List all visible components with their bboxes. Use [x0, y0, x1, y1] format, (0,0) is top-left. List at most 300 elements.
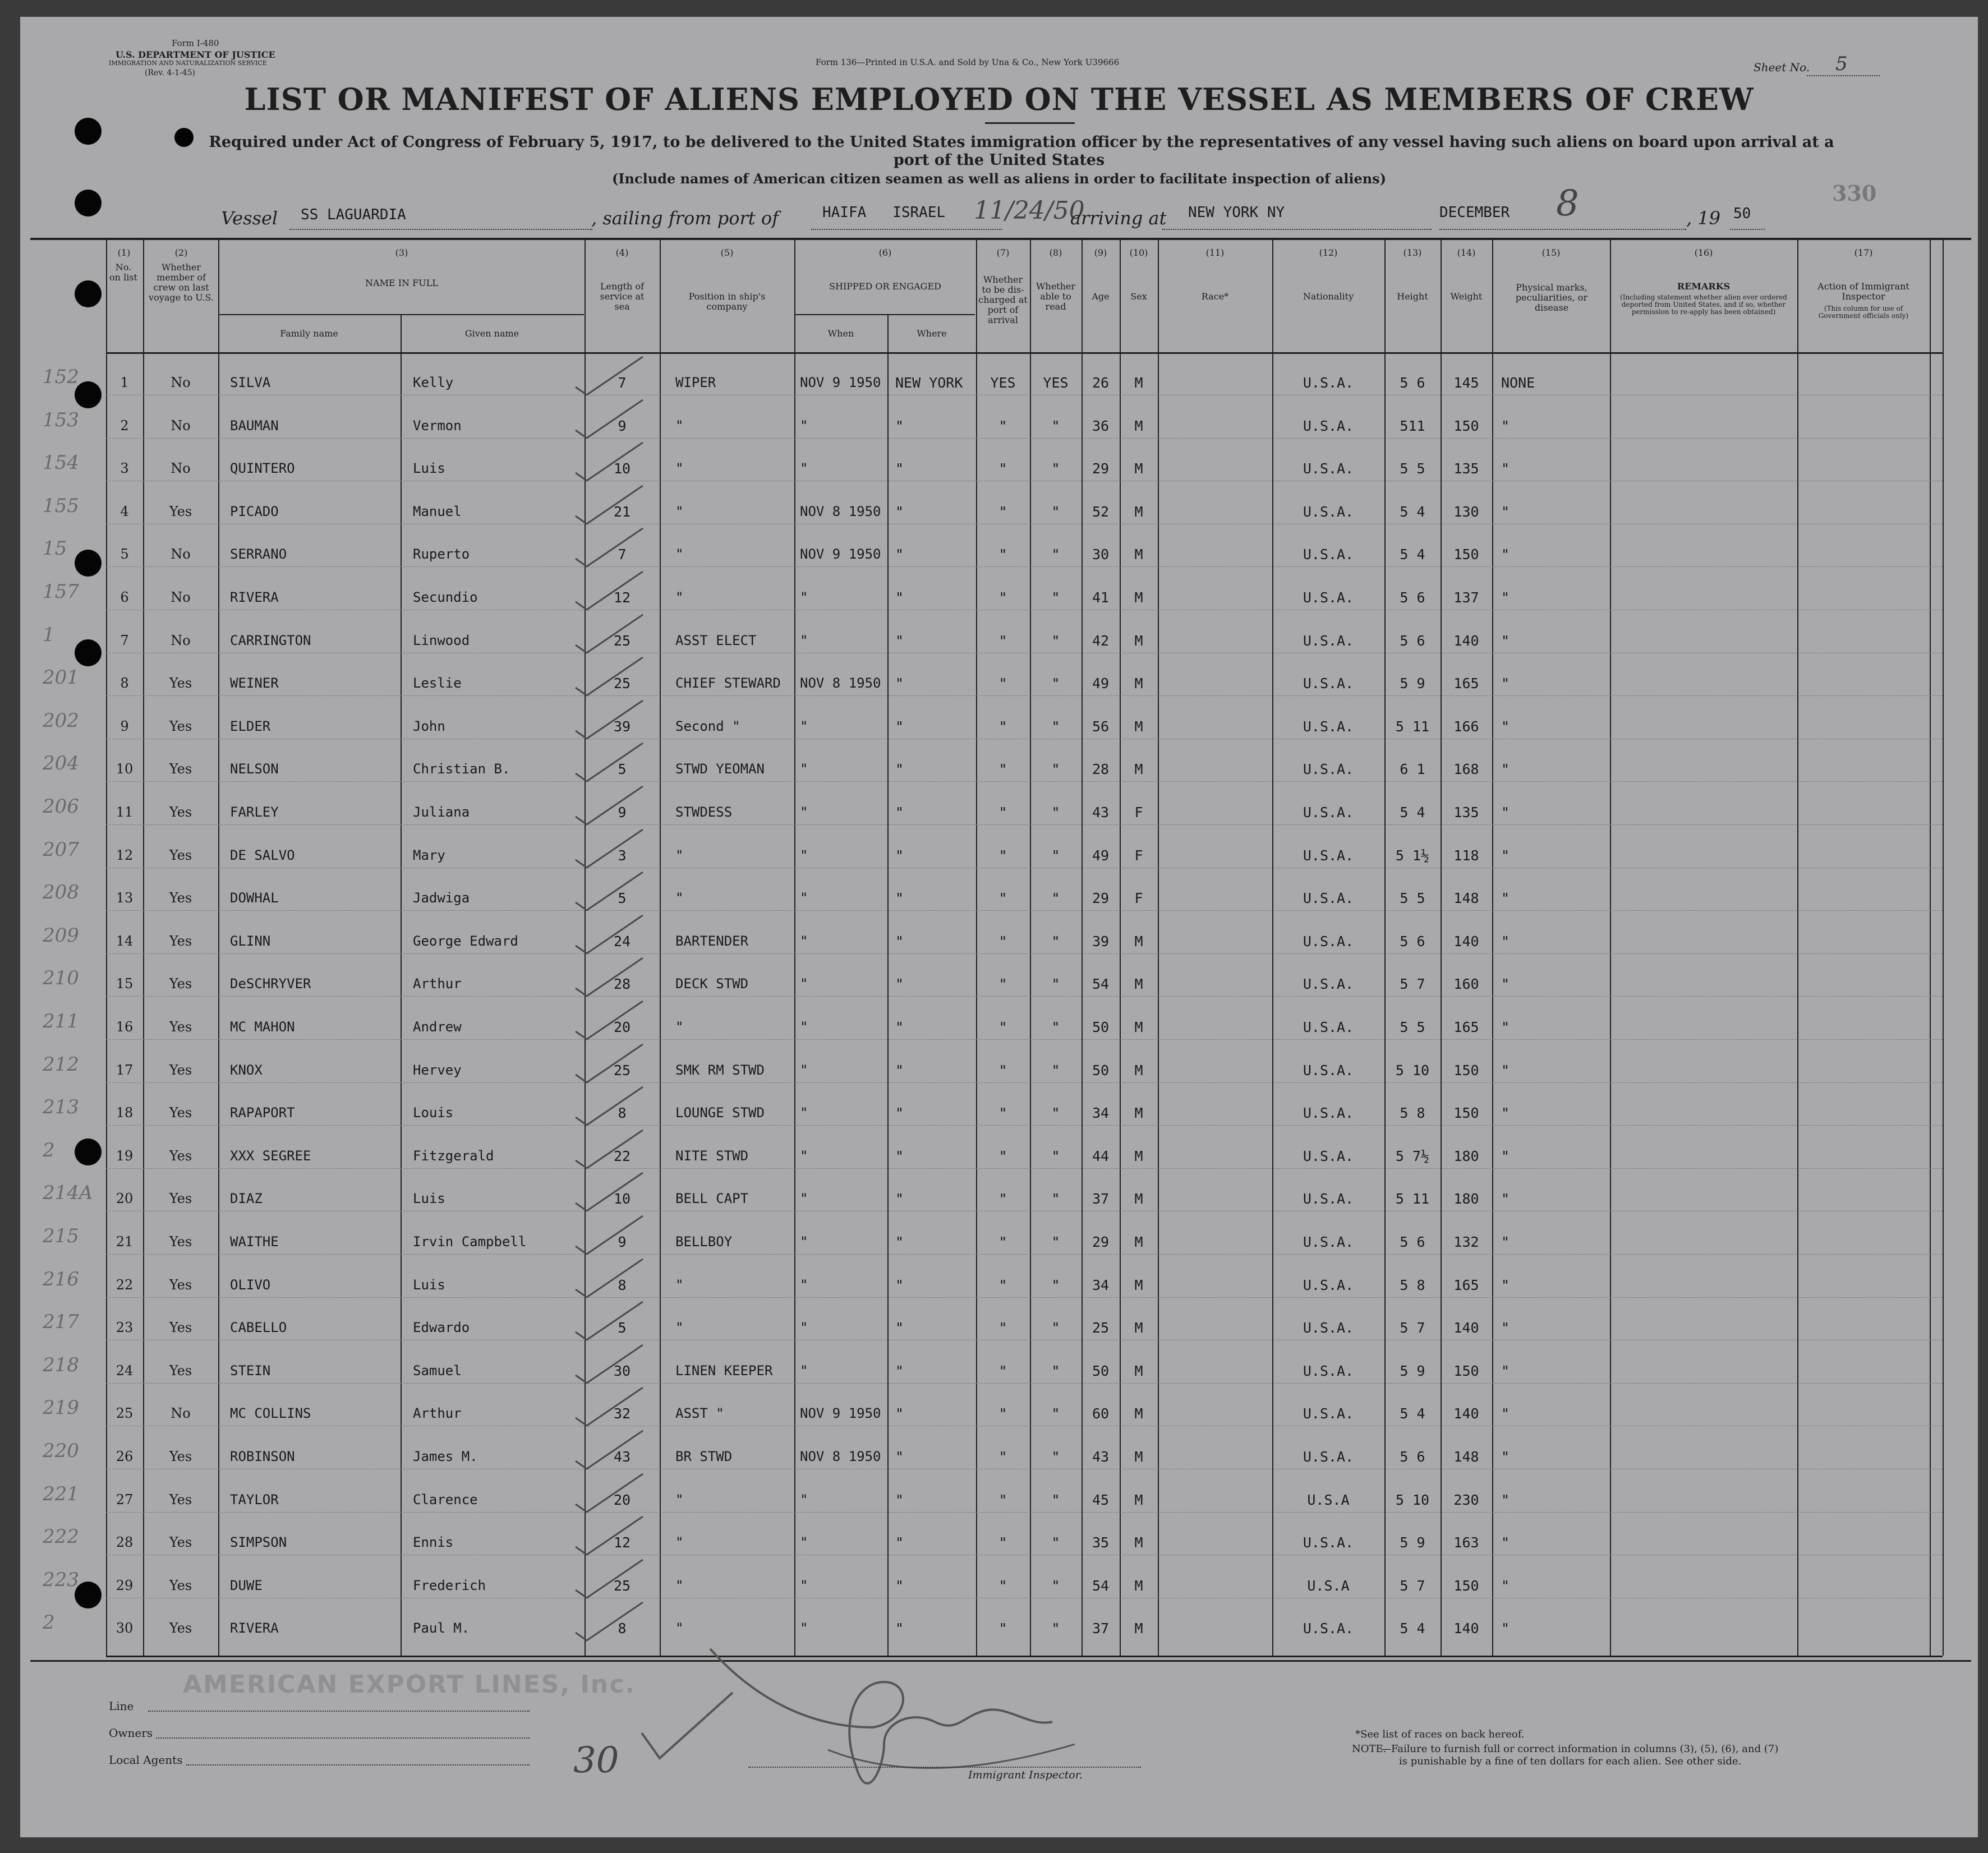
cell-disch: " — [998, 1320, 1007, 1336]
cell-service: 9 — [618, 804, 627, 821]
row-rule — [106, 438, 1943, 439]
cell-prev: Yes — [169, 1362, 192, 1379]
cell-where: " — [895, 1147, 904, 1164]
cell-where: " — [895, 976, 904, 993]
cell-sex: M — [1134, 375, 1143, 391]
cell-service: 25 — [613, 1577, 631, 1594]
cell-family: QUINTERO — [230, 460, 295, 477]
cell-read: " — [1051, 460, 1060, 477]
cell-no: 29 — [116, 1577, 134, 1593]
cell-nat: U.S.A. — [1303, 1234, 1354, 1250]
column-separator — [1158, 240, 1159, 1656]
cell-where: " — [895, 1320, 904, 1336]
margin-number: 2 — [43, 1611, 55, 1634]
cell-when: " — [800, 417, 808, 434]
check-mark — [570, 1340, 648, 1385]
cell-service: 22 — [613, 1147, 631, 1164]
cell-family: RAPAPORT — [230, 1105, 295, 1121]
cell-family: KNOX — [230, 1062, 263, 1078]
cell-weight: 118 — [1453, 847, 1479, 864]
cell-no: 23 — [116, 1320, 134, 1336]
cell-when: " — [800, 1620, 808, 1637]
cell-height: 5 5 — [1400, 1019, 1425, 1035]
cell-sex: F — [1134, 847, 1143, 864]
cell-sex: M — [1134, 675, 1143, 692]
cell-no: 8 — [120, 675, 129, 692]
cell-marks: " — [1501, 976, 1510, 993]
cell-disch: " — [998, 1191, 1007, 1207]
cell-given: Mary — [413, 847, 445, 863]
manifest-title: LIST OR MANIFEST OF ALIENS EMPLOYED ON THE VESSEL AS MEMBERS OF CREW — [244, 81, 1754, 117]
cell-when: " — [800, 1062, 808, 1078]
col10-num: (10) — [1129, 247, 1148, 258]
cell-weight: 163 — [1453, 1534, 1479, 1551]
cell-no: 2 — [120, 417, 129, 434]
check-mark — [570, 610, 648, 655]
cell-prev: Yes — [169, 503, 192, 519]
cell-given: Paul M. — [413, 1620, 470, 1637]
cell-weight: 132 — [1453, 1234, 1479, 1250]
check-mark — [570, 1255, 648, 1299]
cell-service: 5 — [618, 890, 627, 907]
cell-disch: " — [998, 1019, 1007, 1035]
form-number: Form I-480 — [172, 38, 219, 48]
cell-no: 9 — [120, 718, 129, 734]
cell-marks: " — [1501, 1534, 1510, 1551]
cell-read: " — [1051, 1147, 1060, 1164]
cell-family: WAITHE — [230, 1234, 279, 1250]
cell-nat: U.S.A. — [1303, 375, 1354, 391]
margin-number: 216 — [43, 1267, 79, 1290]
check-mark — [570, 868, 648, 912]
cell-height: 5 7½ — [1395, 1147, 1430, 1164]
column-separator — [1930, 240, 1931, 1656]
cell-sex: F — [1134, 804, 1143, 821]
cell-age: 36 — [1092, 417, 1110, 434]
cell-weight: 130 — [1453, 503, 1479, 520]
sheet-label: Sheet No. — [1754, 61, 1810, 74]
cell-nat: U.S.A. — [1303, 1019, 1354, 1035]
cell-weight: 135 — [1453, 460, 1479, 477]
cell-nat: U.S.A. — [1303, 1620, 1354, 1637]
cell-read: " — [1051, 1362, 1060, 1379]
cell-family: GLINN — [230, 933, 271, 949]
cell-nat: U.S.A. — [1303, 1191, 1354, 1207]
cell-no: 15 — [116, 976, 134, 992]
cell-where: " — [895, 847, 904, 864]
margin-number: 213 — [43, 1096, 79, 1119]
check-mark — [570, 1598, 648, 1643]
cell-when: " — [800, 589, 808, 605]
row-rule — [106, 824, 1943, 825]
punch-hole — [75, 280, 102, 307]
col7-num: (7) — [996, 247, 1010, 258]
cell-age: 37 — [1092, 1191, 1110, 1207]
punch-hole — [75, 639, 102, 666]
vessel-label: Vessel — [221, 208, 278, 229]
cell-prev: No — [171, 375, 191, 390]
cell-disch: " — [998, 804, 1007, 821]
row-rule — [106, 1168, 1943, 1169]
margin-number: 2 — [43, 1138, 55, 1161]
cell-sex: M — [1134, 1534, 1143, 1551]
cell-no: 20 — [116, 1191, 134, 1207]
cell-marks: " — [1501, 1062, 1510, 1078]
sheet-no-line — [1807, 75, 1880, 76]
cell-marks: " — [1501, 1105, 1510, 1122]
cell-disch: " — [998, 1577, 1007, 1594]
cell-read: " — [1051, 1062, 1060, 1078]
cell-height: 5 4 — [1400, 804, 1425, 821]
inspector-line — [748, 1767, 1141, 1768]
check-mark — [570, 1211, 648, 1256]
margin-number: 223 — [43, 1568, 79, 1591]
margin-number: 218 — [43, 1353, 79, 1376]
cell-service: 30 — [613, 1362, 631, 1379]
cell-no: 25 — [116, 1405, 134, 1422]
cell-no: 22 — [116, 1276, 134, 1293]
cell-marks: " — [1501, 1620, 1510, 1637]
cell-service: 7 — [618, 546, 627, 563]
cell-given: Juliana — [413, 804, 470, 820]
col2-header: Whether member of crew on last voyage to U.S. — [149, 262, 214, 303]
cell-marks: " — [1501, 890, 1510, 907]
cell-where: " — [895, 933, 904, 949]
check-mark — [570, 395, 648, 440]
margin-number: 155 — [43, 494, 79, 517]
cell-service: 5 — [618, 761, 627, 778]
cell-prev: Yes — [169, 718, 192, 734]
cell-nat: U.S.A — [1307, 1491, 1350, 1508]
cell-height: 5 1½ — [1395, 847, 1430, 864]
subtitle-requirement: Required under Act of Congress of February 5, 1917, to be delivered to the United States immigration officer by the representatives of any vessel having such aliens on board upon arrival at a — [209, 133, 1834, 151]
cell-family: SIMPSON — [230, 1534, 287, 1551]
cell-height: 5 6 — [1400, 375, 1425, 391]
cell-age: 35 — [1092, 1534, 1110, 1551]
col9-header: Age — [1092, 291, 1110, 302]
cell-nat: U.S.A. — [1303, 890, 1354, 907]
cell-where: " — [895, 1276, 904, 1293]
sailing-from-label: , sailing from port of — [591, 208, 779, 229]
cell-age: 25 — [1092, 1320, 1110, 1336]
cell-nat: U.S.A. — [1303, 1276, 1354, 1293]
cell-position: " — [675, 1019, 684, 1035]
cell-weight: 150 — [1453, 546, 1479, 563]
cell-marks: " — [1501, 933, 1510, 949]
cell-given: Arthur — [413, 976, 462, 992]
cell-where: " — [895, 1449, 904, 1465]
cell-service: 12 — [613, 589, 631, 606]
cell-height: 5 6 — [1400, 589, 1425, 606]
vessel-underline — [289, 229, 592, 230]
cell-when: NOV 8 1950 — [800, 1449, 881, 1464]
cell-where: " — [895, 1019, 904, 1035]
cell-disch: " — [998, 1362, 1007, 1379]
cell-prev: Yes — [169, 804, 192, 820]
cell-read: " — [1051, 1234, 1060, 1250]
cell-when: " — [800, 1577, 808, 1593]
page-stamp: 330 — [1832, 181, 1877, 206]
cell-no: 28 — [116, 1534, 134, 1551]
col15-num: (15) — [1541, 247, 1561, 258]
cell-service: 5 — [618, 1320, 627, 1336]
check-mark — [570, 1512, 648, 1557]
cell-marks: " — [1501, 1191, 1510, 1207]
cell-marks: " — [1501, 1362, 1510, 1379]
cell-nat: U.S.A. — [1303, 1105, 1354, 1122]
cell-read: " — [1051, 976, 1060, 993]
cell-when: " — [800, 718, 808, 734]
cell-when: " — [800, 632, 808, 648]
from-underline — [811, 229, 1002, 230]
cell-where: " — [895, 1620, 904, 1637]
cell-marks: NONE — [1501, 375, 1535, 391]
cell-weight: 137 — [1453, 589, 1479, 606]
cell-prev: Yes — [169, 976, 192, 992]
cell-when: " — [800, 1362, 808, 1379]
margin-number: 214A — [43, 1182, 93, 1205]
cell-no: 3 — [120, 460, 129, 477]
inspector-signature — [671, 1626, 1176, 1823]
cell-service: 28 — [613, 976, 631, 993]
margin-number: 211 — [43, 1010, 79, 1032]
cell-height: 5 4 — [1400, 1620, 1425, 1637]
year-prefix: , 19 — [1686, 208, 1721, 229]
cell-no: 21 — [116, 1234, 134, 1250]
cell-disch: " — [998, 1405, 1007, 1422]
cell-marks: " — [1501, 503, 1510, 520]
col5-num: (5) — [720, 247, 734, 258]
cell-sex: M — [1134, 976, 1143, 993]
col3-given-header: Given name — [464, 328, 519, 339]
cell-nat: U.S.A. — [1303, 1362, 1354, 1379]
cell-marks: " — [1501, 761, 1510, 778]
cell-given: Andrew — [413, 1019, 462, 1035]
cell-disch: " — [998, 460, 1007, 477]
cell-marks: " — [1501, 1234, 1510, 1250]
column-separator — [794, 240, 795, 1656]
cell-height: 5 9 — [1400, 675, 1425, 692]
cell-read: " — [1051, 847, 1060, 864]
cell-age: 49 — [1092, 847, 1110, 864]
cell-age: 54 — [1092, 976, 1110, 993]
cell-given: George Edward — [413, 933, 518, 949]
cell-disch: " — [998, 1062, 1007, 1078]
cell-marks: " — [1501, 1405, 1510, 1422]
cell-height: 511 — [1400, 417, 1425, 434]
cell-height: 5 4 — [1400, 1405, 1425, 1422]
handwritten-sail-date: 11/24/50 — [974, 196, 1085, 225]
cell-service: 24 — [613, 933, 631, 949]
margin-number: 207 — [43, 838, 79, 861]
cell-age: 39 — [1092, 933, 1110, 949]
check-mark — [570, 997, 648, 1041]
cell-marks: " — [1501, 589, 1510, 606]
cell-family: MC COLLINS — [230, 1405, 311, 1422]
cell-sex: M — [1134, 503, 1143, 520]
row-rule — [106, 1039, 1943, 1040]
cell-age: 30 — [1092, 546, 1110, 563]
col3-header: NAME IN FULL — [365, 278, 438, 288]
cell-age: 49 — [1092, 675, 1110, 692]
cell-marks: " — [1501, 675, 1510, 692]
cell-read: " — [1051, 1577, 1060, 1594]
cell-age: 41 — [1092, 589, 1110, 606]
check-mark — [570, 1040, 648, 1085]
cell-where: " — [895, 1534, 904, 1551]
column-separator — [1610, 240, 1611, 1656]
cell-sex: M — [1134, 1320, 1143, 1336]
cell-sex: M — [1134, 1019, 1143, 1035]
column-separator — [1797, 240, 1798, 1656]
cell-prev: Yes — [169, 1620, 192, 1637]
cell-position: WIPER — [675, 375, 716, 390]
cell-service: 25 — [613, 632, 631, 649]
cell-no: 27 — [116, 1491, 134, 1508]
arriving-label: arriving at — [1070, 208, 1167, 229]
cell-height: 5 8 — [1400, 1276, 1425, 1293]
cell-weight: 145 — [1453, 375, 1479, 391]
cell-position: DECK STWD — [675, 976, 749, 992]
cell-marks: " — [1501, 417, 1510, 434]
margin-number: 202 — [43, 709, 79, 732]
cell-where: " — [895, 503, 904, 520]
cell-position: " — [675, 890, 684, 906]
cell-read: " — [1051, 675, 1060, 692]
cell-when: " — [800, 1534, 808, 1551]
row-rule — [106, 1254, 1943, 1255]
header-bottom-rule — [106, 352, 1943, 354]
cell-marks: " — [1501, 1147, 1510, 1164]
cell-no: 16 — [116, 1019, 134, 1035]
col8-header: Whether able to read — [1036, 281, 1076, 312]
cell-position: " — [675, 546, 684, 563]
check-mark — [570, 567, 648, 612]
cell-read: " — [1051, 1320, 1060, 1336]
cell-sex: M — [1134, 417, 1143, 434]
agents-label: Local Agents — [109, 1753, 183, 1767]
owners-label: Owners — [109, 1726, 153, 1740]
cell-position: STWDESS — [675, 804, 733, 820]
row-rule — [106, 1512, 1943, 1513]
cell-height: 5 6 — [1400, 632, 1425, 649]
cell-nat: U.S.A. — [1303, 804, 1354, 821]
cell-sex: M — [1134, 1577, 1143, 1594]
row-rule — [106, 996, 1943, 997]
cell-age: 29 — [1092, 890, 1110, 907]
cell-weight: 180 — [1453, 1191, 1479, 1207]
cell-nat: U.S.A. — [1303, 460, 1354, 477]
cell-when: " — [800, 1276, 808, 1293]
cell-age: 34 — [1092, 1105, 1110, 1122]
cell-given: Secundio — [413, 589, 478, 605]
printer-line: Form 136—Printed in U.S.A. and Sold by Una & Co., New York U39666 — [816, 57, 1120, 67]
cell-weight: 165 — [1453, 1276, 1479, 1293]
cell-read: " — [1051, 1276, 1060, 1293]
cell-where: " — [895, 804, 904, 821]
cell-when: " — [800, 890, 808, 906]
cell-nat: U.S.A. — [1303, 546, 1354, 563]
cell-marks: " — [1501, 1320, 1510, 1336]
cell-prev: No — [171, 1405, 191, 1422]
margin-number: 208 — [43, 881, 79, 904]
cell-read: " — [1051, 1449, 1060, 1465]
cell-read: " — [1051, 546, 1060, 563]
cell-height: 5 10 — [1395, 1062, 1430, 1078]
department: U.S. DEPARTMENT OF JUSTICE — [116, 49, 275, 60]
agents-field — [186, 1764, 530, 1766]
cell-age: 50 — [1092, 1062, 1110, 1078]
cell-prev: Yes — [169, 1019, 192, 1035]
inspector-label: Immigrant Inspector. — [968, 1769, 1083, 1781]
cell-given: Luis — [413, 460, 445, 477]
cell-service: 10 — [613, 1191, 631, 1207]
cell-family: DE SALVO — [230, 847, 295, 863]
cell-prev: Yes — [169, 1320, 192, 1336]
col3-num: (3) — [395, 247, 408, 258]
vessel-name: SS LAGUARDIA — [301, 206, 406, 223]
cell-position: " — [675, 503, 684, 519]
cell-age: 34 — [1092, 1276, 1110, 1293]
row-rule — [106, 1082, 1943, 1083]
cell-sex: M — [1134, 1491, 1143, 1508]
cell-weight: 148 — [1453, 890, 1479, 907]
cell-where: " — [895, 1234, 904, 1250]
cell-position: BELL CAPT — [675, 1191, 749, 1207]
cell-sex: M — [1134, 1234, 1143, 1250]
arrival-year: 50 — [1733, 205, 1751, 222]
subtitle-port: port of the United States — [893, 151, 1105, 169]
margin-number: 15 — [43, 537, 67, 560]
table-top-rule — [30, 238, 1971, 240]
cell-service: 3 — [618, 847, 627, 864]
cell-given: John — [413, 718, 445, 734]
cell-service: 8 — [618, 1105, 627, 1122]
cell-given: Luis — [413, 1191, 445, 1207]
col6-num: (6) — [878, 247, 892, 258]
cell-weight: 168 — [1453, 761, 1479, 778]
cell-disch: " — [998, 589, 1007, 606]
cell-prev: Yes — [169, 675, 192, 692]
note-label: NOTE. — [1352, 1743, 1387, 1755]
margin-number: 204 — [43, 752, 79, 775]
punch-hole — [75, 550, 102, 577]
sheet-no: 5 — [1835, 53, 1848, 75]
col3-family-header: Family name — [280, 328, 338, 339]
cell-height: 5 11 — [1395, 718, 1430, 735]
cell-read: " — [1051, 1620, 1060, 1637]
cell-when: " — [800, 1019, 808, 1035]
cell-position: " — [675, 1491, 684, 1508]
cell-family: ELDER — [230, 718, 271, 734]
check-mark — [570, 825, 648, 870]
cell-age: 29 — [1092, 1234, 1110, 1250]
from-port: HAIFA ISRAEL — [822, 204, 946, 221]
cell-no: 10 — [116, 761, 134, 777]
cell-where: " — [895, 890, 904, 907]
col4-header: Length of service at sea — [600, 281, 645, 312]
cell-height: 5 5 — [1400, 460, 1425, 477]
cell-weight: 140 — [1453, 1320, 1479, 1336]
cell-family: WEINER — [230, 675, 279, 692]
cell-marks: " — [1501, 1577, 1510, 1594]
cell-height: 5 6 — [1400, 1234, 1425, 1250]
check-mark — [570, 653, 648, 698]
row-rule — [106, 1125, 1943, 1126]
cell-given: Louis — [413, 1105, 454, 1121]
cell-position: " — [675, 460, 684, 477]
col9-num: (9) — [1094, 247, 1107, 258]
